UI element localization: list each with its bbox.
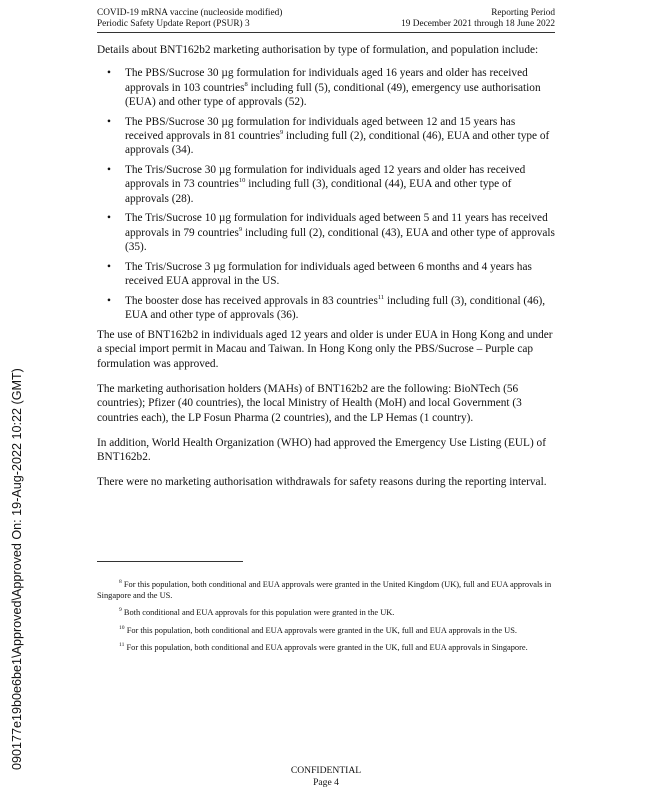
list-item xyxy=(97,115,555,158)
page-footer xyxy=(97,765,555,789)
bullet-icon: • xyxy=(107,294,111,307)
list-item xyxy=(97,294,555,323)
footnote-number: 9 xyxy=(119,607,122,614)
footnote xyxy=(97,626,555,637)
confidential-label: CONFIDENTIAL xyxy=(290,765,362,776)
header-divider xyxy=(97,32,555,33)
footnote-text: For this population, both conditional and EUA approvals were granted in the UK, full and EUA approvals in the US. xyxy=(124,625,517,635)
formulation-list xyxy=(97,66,555,322)
header-report-title: Periodic Safety Update Report (PSUR) 3 xyxy=(97,19,250,29)
footnote-number: 10 xyxy=(119,624,125,631)
footnote-ref: 11 xyxy=(377,294,385,302)
footnotes xyxy=(97,580,555,661)
footnote-number: 11 xyxy=(119,642,125,649)
bullet-icon: • xyxy=(107,260,111,273)
item-text: The Tris/Sucrose 3 µg formulation for individuals aged between 6 months and 4 years has received EUA approval in the US. xyxy=(125,260,532,288)
header-period-dates: 19 December 2021 through 18 June 2022 xyxy=(401,19,555,29)
footnote-text: For this population, both conditional and EUA approvals were granted in the United Kingdom (UK), full and EUA approvals in Singapore and the US. xyxy=(97,580,552,600)
footnote-divider xyxy=(97,561,243,562)
bullet-icon: • xyxy=(107,164,111,177)
header-product: COVID-19 mRNA vaccine (nucleoside modified) xyxy=(97,8,283,18)
header-period-label: Reporting Period xyxy=(491,8,555,18)
footnote-ref: 8 xyxy=(244,80,248,88)
list-item xyxy=(97,66,555,109)
footnote-text: Both conditional and EUA approvals for this population were granted in the UK. xyxy=(121,608,395,618)
header-row-1 xyxy=(97,8,555,19)
item-text: The Tris/Sucrose 30 µg formulation for individuals aged 12 years and older has received approvals in 73 countries xyxy=(125,164,526,191)
footnote-number: 8 xyxy=(119,579,122,586)
item-text-cont: including full (5), conditional (49), emergency use authorisation (EUA) and other type of approvals (52). xyxy=(125,81,541,108)
item-text: The booster dose has received approvals in 83 countries xyxy=(125,294,378,307)
item-text: The PBS/Sucrose 30 µg formulation for individuals aged 16 years and older has received approvals in 103 countries xyxy=(125,67,528,94)
header-row-2 xyxy=(97,19,555,30)
item-text: The Tris/Sucrose 10 µg formulation for individuals aged between 5 and 11 years has received approvals in 79 countries xyxy=(125,212,548,239)
paragraph-who: In addition, World Health Organization (WHO) had approved the Emergency Use Listing (EUL) of BNT162b2. xyxy=(97,436,546,464)
approval-stamp: 090177e19b0e6be1\Approved\Approved On: 19-Aug-2022 10:22 (GMT) xyxy=(10,368,24,770)
footnote-ref: 10 xyxy=(238,177,246,185)
paragraph-eua: The use of BNT162b2 in individuals aged 12 years and older is under EUA in Hong Kong and under a special import permit in Macau and Taiwan. In Hong Kong only the PBS/Sucrose – Purple cap formulation was approved. xyxy=(97,329,553,370)
item-text-cont: including full (2), conditional (43), EUA and other type of approvals (35). xyxy=(125,226,555,254)
list-item xyxy=(97,211,555,254)
footnote xyxy=(97,643,555,654)
item-text-cont: including full (2), conditional (46), EUA and other type of approvals (34). xyxy=(125,129,550,157)
intro-paragraph: Details about BNT162b2 marketing authorisation by type of formulation, and population include: xyxy=(97,44,539,56)
paragraph-withdrawals: There were no marketing authorisation withdrawals for safety reasons during the reporting interval. xyxy=(97,476,547,489)
bullet-icon: • xyxy=(107,212,111,225)
footnote xyxy=(97,608,555,619)
page-number: Page 4 xyxy=(313,777,339,788)
body-content xyxy=(97,43,555,501)
footnote-ref: 9 xyxy=(279,129,284,137)
bullet-icon: • xyxy=(107,115,111,128)
page-header xyxy=(97,8,555,30)
footnote-ref: 9 xyxy=(238,226,243,233)
bullet-icon: • xyxy=(107,67,111,80)
paragraph-mah: The marketing authorisation holders (MAHs) of BNT162b2 are the following: BioNTech (56 countries); Pfizer (40 countries), the local Ministry of Health (MoH) and local Government (3 countries each), the LP Fosun Pharma (2 countries), and the LP Hemas (1 country). xyxy=(97,382,522,424)
item-text-cont: including full (3), conditional (46), EUA and other type of approvals (36). xyxy=(125,294,546,322)
footnote xyxy=(97,580,555,601)
footnote-text: For this population, both conditional and EUA approvals were granted in the UK, full and EUA approvals in Singapore. xyxy=(124,643,528,653)
item-text: The PBS/Sucrose 30 µg formulation for individuals aged between 12 and 15 years has received approvals in 81 countries xyxy=(125,115,516,142)
list-item xyxy=(97,163,555,206)
list-item xyxy=(97,260,555,289)
item-text-cont: including full (3), conditional (44), EUA and other type of approvals (28). xyxy=(125,178,512,205)
